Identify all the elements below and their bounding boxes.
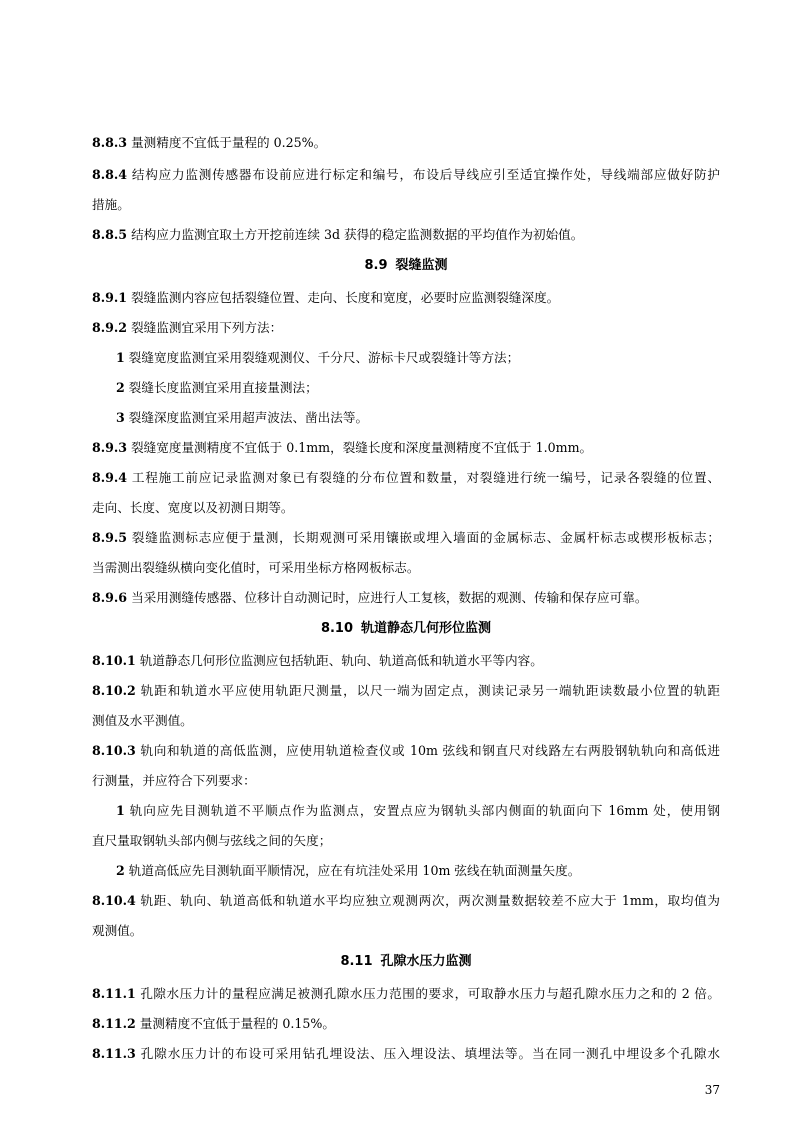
clause-8-9-6	[92, 589, 720, 607]
list-item-text: 裂缝深度监测宜采用超声波法、凿出法等。	[128, 410, 369, 425]
clause-8-11-3	[92, 1045, 720, 1063]
list-item-text: 轨道高低应先目测轨面平顺情况，应在有坑洼处采用 10m 弦线在轨面测量矢度。	[128, 863, 581, 878]
section-number: 8.9	[364, 258, 388, 273]
clause-8-8-3	[92, 134, 720, 152]
list-item-2	[116, 379, 720, 397]
clause-number: 8.10.4	[92, 893, 136, 908]
clause-text: 裂缝宽度量测精度不宜低于 0.1mm，裂缝长度和深度量测精度不宜低于 1.0mm。	[131, 440, 593, 455]
clause-8-9-5	[92, 529, 720, 547]
clause-8-10-3-continuation	[92, 772, 720, 790]
clause-number: 8.11.3	[92, 1046, 136, 1061]
clause-text: 孔隙水压力计的量程应满足被测孔隙水压力范围的要求，可取静水压力与超孔隙水压力之和的 2 倍。	[139, 986, 720, 1001]
page-number: 37	[704, 1083, 720, 1097]
clause-8-11-2	[92, 1015, 720, 1033]
section-heading-8-11	[92, 953, 720, 971]
section-title: 孔隙水压力监测	[380, 954, 472, 969]
clause-8-8-4-continuation	[92, 196, 720, 214]
clause-text: 轨道静态几何形位监测应包括轨距、轨向、轨道高低和轨道水平等内容。	[139, 653, 543, 668]
section-number: 8.10	[320, 621, 354, 636]
list-item-number: 1	[116, 803, 125, 818]
clause-text: 量测精度不宜低于量程的 0.15%。	[139, 1016, 335, 1031]
list-item-number: 3	[116, 410, 125, 425]
clause-8-10-2	[92, 682, 720, 700]
section-heading-8-9	[92, 257, 720, 275]
clause-8-8-4	[92, 166, 720, 184]
clause-text: 结构应力监测宜取土方开挖前连续 3d 获得的稳定监测数据的平均值作为初始值。	[131, 227, 584, 242]
clause-text: 行测量，并应符合下列要求：	[92, 773, 256, 788]
clause-text: 裂缝监测内容应包括裂缝位置、走向、长度和宽度，必要时应监测裂缝深度。	[131, 290, 560, 305]
clause-number: 8.9.2	[92, 320, 128, 335]
clause-text: 测值及水平测值。	[92, 713, 193, 728]
clause-number: 8.8.5	[92, 227, 128, 242]
clause-text: 量测精度不宜低于量程的 0.25%。	[131, 135, 327, 150]
clause-number: 8.10.2	[92, 683, 136, 698]
clause-number: 8.9.4	[92, 470, 128, 485]
clause-8-10-4-continuation	[92, 922, 720, 940]
clause-text: 观测值。	[92, 923, 143, 938]
list-item-number: 2	[116, 863, 125, 878]
clause-text: 轨向和轨道的高低监测，应使用轨道检查仪或 10m 弦线和钢直尺对线路左右两股钢轨轨向和高低进	[139, 743, 720, 758]
list-item-1	[116, 802, 720, 820]
clause-text: 当需测出裂缝纵横向变化值时，可采用坐标方格网板标志。	[92, 560, 420, 575]
clause-number: 8.8.4	[92, 167, 128, 182]
clause-number: 8.10.1	[92, 653, 136, 668]
clause-text: 轨距、轨向、轨道高低和轨道水平均应独立观测两次，两次测量数据较差不应大于 1mm，取均值为	[139, 893, 720, 908]
clause-8-10-4	[92, 892, 720, 910]
clause-8-9-3	[92, 439, 720, 457]
clause-text: 孔隙水压力计的布设可采用钻孔埋设法、压入埋设法、填埋法等。当在同一测孔中埋设多个孔隙水	[139, 1046, 720, 1061]
clause-text: 裂缝监测标志应便于量测，长期观测可采用镶嵌或埋入墙面的金属标志、金属杆标志或楔形板标志；	[131, 530, 720, 545]
clause-8-9-4	[92, 469, 720, 487]
clause-number: 8.11.1	[92, 986, 136, 1001]
clause-8-9-4-continuation	[92, 499, 720, 517]
list-item-text: 直尺量取钢轨头部内侧与弦线之间的矢度；	[92, 833, 332, 848]
section-title: 轨道静态几何形位监测	[361, 621, 492, 636]
list-item-3	[116, 409, 720, 427]
section-number: 8.11	[340, 954, 373, 969]
clause-number: 8.8.3	[92, 135, 128, 150]
list-item-number: 2	[116, 380, 125, 395]
clause-text: 措施。	[92, 197, 130, 212]
clause-number: 8.11.2	[92, 1016, 136, 1031]
list-item-1	[116, 349, 720, 367]
clause-8-9-1	[92, 289, 720, 307]
list-item-text: 裂缝宽度监测宜采用裂缝观测仪、千分尺、游标卡尺或裂缝计等方法；	[128, 350, 520, 365]
list-item-text: 轨向应先目测轨道不平顺点作为监测点，安置点应为钢轨头部内侧面的轨面向下 16mm 处，使用钢	[128, 803, 720, 818]
clause-text: 当采用测缝传感器、位移计自动测记时，应进行人工复核，数据的观测、传输和保存应可靠。	[131, 590, 648, 605]
clause-number: 8.9.1	[92, 290, 128, 305]
clause-8-10-2-continuation	[92, 712, 720, 730]
clause-8-10-1	[92, 652, 720, 670]
clause-8-11-1	[92, 985, 720, 1003]
section-title: 裂缝监测	[395, 258, 448, 273]
clause-number: 8.9.3	[92, 440, 128, 455]
clause-number: 8.9.5	[92, 530, 128, 545]
section-heading-8-10	[92, 620, 720, 638]
list-item-number: 1	[116, 350, 125, 365]
clause-text: 轨距和轨道水平应使用轨距尺测量，以尺一端为固定点，测读记录另一端轨距读数最小位置的轨距	[139, 683, 720, 698]
clause-text: 结构应力监测传感器布设前应进行标定和编号，布设后导线应引至适宜操作处，导线端部应做好防护	[131, 167, 720, 182]
clause-text: 工程施工前应记录监测对象已有裂缝的分布位置和数量，对裂缝进行统一编号，记录各裂缝的位置、	[131, 470, 720, 485]
clause-text: 走向、长度、宽度以及初测日期等。	[92, 500, 294, 515]
list-item-text: 裂缝长度监测宜采用直接量测法；	[128, 380, 318, 395]
list-item-1-continuation	[92, 832, 720, 850]
clause-text: 裂缝监测宜采用下列方法：	[131, 320, 283, 335]
clause-number: 8.10.3	[92, 743, 136, 758]
clause-8-9-2	[92, 319, 720, 337]
clause-number: 8.9.6	[92, 590, 128, 605]
clause-8-8-5	[92, 226, 720, 244]
list-item-2	[116, 862, 720, 880]
clause-8-10-3	[92, 742, 720, 760]
clause-8-9-5-continuation	[92, 559, 720, 577]
